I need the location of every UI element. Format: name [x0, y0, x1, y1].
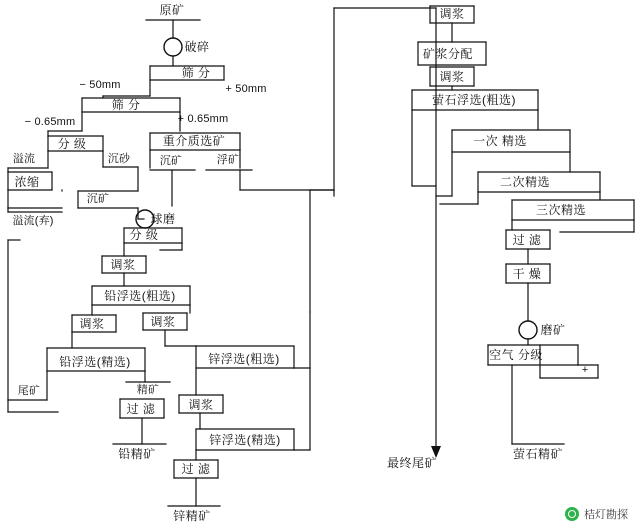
node-second-cleaner: 二次精选: [499, 175, 551, 189]
node-overflow-1: 溢流: [12, 153, 36, 165]
node-conditioning-1: 调浆: [110, 258, 136, 272]
node-lead-concentrate: 铅精矿: [118, 447, 156, 461]
node-drying: 干 燥: [512, 267, 542, 281]
node-plus-50mm: + 50mm: [225, 83, 267, 95]
node-final-tailings: 最终尾矿: [386, 456, 438, 470]
node-raw-ore: 原矿: [159, 3, 185, 17]
node-conditioning-4: 调浆: [188, 398, 214, 412]
node-filtration-2: 过 滤: [181, 462, 211, 476]
node-coarse-plus-sign: +: [581, 364, 589, 376]
node-conditioning-2: 调浆: [79, 317, 105, 331]
node-conditioning-6: 调浆: [439, 70, 465, 84]
node-air-classification: 空气 分级: [489, 348, 543, 362]
node-pulp-distribution: 矿浆分配: [422, 47, 474, 61]
node-thickening: 浓缩: [14, 175, 40, 189]
wechat-badge-icon: [565, 507, 579, 521]
node-plus-065mm: + 0.65mm: [177, 113, 229, 125]
node-minus-065mm: − 0.65mm: [24, 116, 76, 128]
node-classification-2: 分 级: [129, 228, 159, 242]
node-fluorite-rougher: 萤石浮选(粗选): [432, 93, 516, 107]
node-zinc-concentrate: 锌精矿: [173, 509, 211, 523]
node-screening-1: 筛 分: [181, 66, 211, 80]
node-concentrate-1: 精矿: [136, 384, 160, 396]
node-classification-1: 分 级: [57, 137, 87, 151]
node-zinc-cleaner: 锌浮选(精选): [209, 433, 281, 447]
node-crushing: 破碎: [184, 40, 210, 54]
node-fluorite-concentrate: 萤石精矿: [512, 447, 564, 461]
node-tailings-1: 尾矿: [17, 385, 41, 397]
node-heavy-media-separation: 重介质选矿: [162, 134, 226, 148]
node-grinding: 磨矿: [540, 323, 566, 337]
node-sand-settling-1: 沉砂: [107, 153, 131, 165]
node-conditioning-3: 调浆: [150, 315, 176, 329]
node-minus-50mm: − 50mm: [79, 79, 121, 91]
node-zinc-rougher: 锌浮选(粗选): [208, 352, 280, 366]
node-sand-settling-2: 沉矿: [86, 193, 110, 205]
node-screening-2: 筛 分: [111, 98, 141, 112]
node-overflow-discard: 溢流(弃): [12, 215, 54, 227]
node-conditioning-5: 调浆: [439, 7, 465, 21]
node-ball-mill: 球磨: [150, 212, 176, 226]
node-sink-ore: 沉矿: [159, 155, 183, 167]
node-third-cleaner: 三次精选: [535, 203, 587, 217]
node-lead-cleaner: 铅浮选(精选): [59, 355, 131, 369]
watermark-text: 桔灯勘探: [584, 509, 628, 521]
node-first-cleaner: 一次 精选: [473, 134, 527, 148]
node-filtration-3: 过 滤: [512, 233, 542, 247]
watermark: [565, 506, 628, 522]
node-filtration-1: 过 滤: [126, 402, 156, 416]
node-lead-rougher: 铅浮选(粗选): [104, 289, 176, 303]
node-float-ore: 浮矿: [216, 154, 240, 166]
